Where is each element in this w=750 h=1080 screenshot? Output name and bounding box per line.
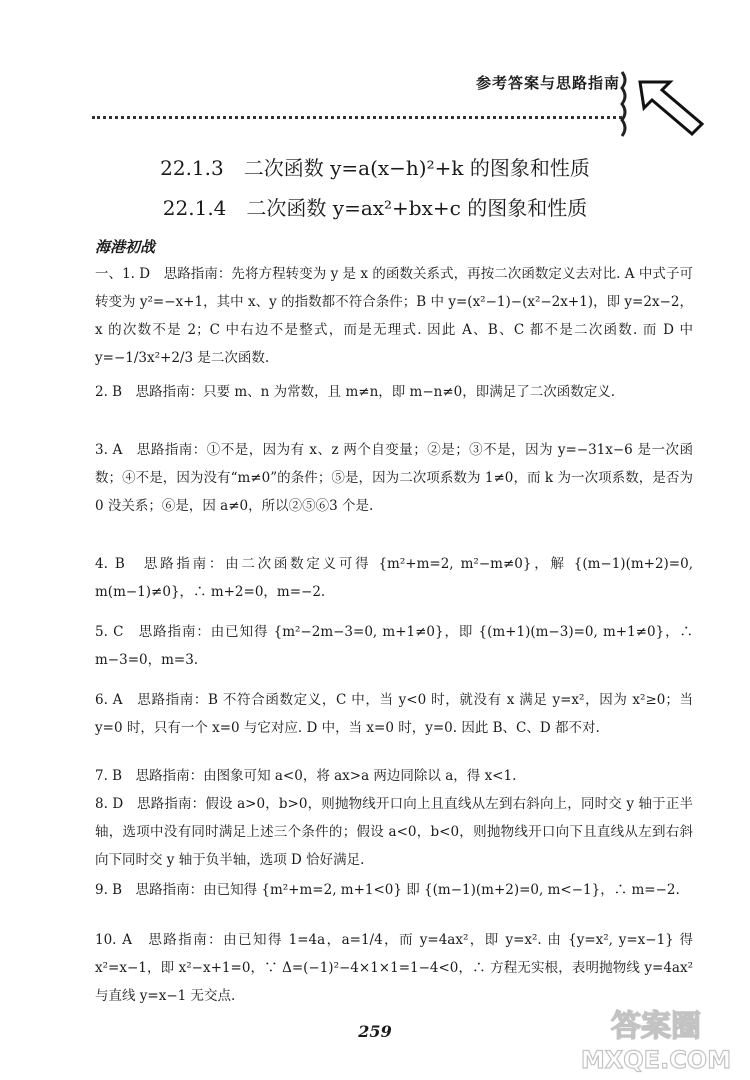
answer-item-8: 8. D 思路指南：假设 a>0，b>0，则抛物线开口向上且直线从左到右斜向上，同时交 y 轴于正半轴，选项中没有同时满足上述三个条件的；假设 a<0，b<0，则抛物线开口向下且直线从左到右斜向下同时交 y 轴于负半轴，选项 D 恰好满足. — [95, 796, 693, 868]
watermark-logo — [568, 1002, 744, 1076]
section-heading: 海港初战 — [95, 238, 156, 256]
answer-item-2: 2. B 思路指南：只要 m、n 为常数，且 m≠n，即 m−n≠0，即满足了二次函数定义. — [95, 384, 616, 400]
answer-item-9: 9. B 思路指南：由已知得 {m²+m=2, m+1<0} 即 {(m−1)(m+2)=0, m<−1}，∴ m=−2. — [95, 882, 680, 898]
answer-item-5: 5. C 思路指南：由已知得 {m²−2m−3=0, m+1≠0}，即 {(m+1)(m−3)=0, m+1≠0}，∴ m−3=0，m=3. — [95, 624, 693, 668]
watermark-line1: 答案圈 — [611, 1009, 701, 1044]
section-title-2: 22.1.4 二次函数 y=ax²+bx+c 的图象和性质 — [162, 196, 588, 220]
answer-item-6: 6. A 思路指南：B 不符合函数定义，C 中，当 y<0 时，就没有 x 满足 y=x²，因为 x²≥0；当 y=0 时，只有一个 x=0 与它对应. D 中，当 x=0 时，y=0. 因此 B、C、D 都不对. — [95, 692, 693, 736]
running-header-title: 参考答案与思路指南 — [475, 74, 620, 92]
watermark-line2: MXQE.COM — [580, 1046, 732, 1074]
header-dotted-rule — [92, 116, 622, 119]
page-number: 259 — [358, 1022, 392, 1041]
arrow-icon — [618, 68, 710, 138]
section-title-1: 22.1.3 二次函数 y=a(x−h)²+k 的图象和性质 — [160, 156, 590, 180]
answer-item-1: 一、1. D 思路指南：先将方程转变为 y 是 x 的函数关系式，再按二次函数定义去对比. A 中式子可转变为 y²=−x+1，其中 x、y 的指数都不符合条件；B 中 y=(x²−1)−(x²−2x+1)，即 y=2x−2，x 的次数不是 2；C 中右边不是整式，而是无理式. 因此 A、B、C 都不是二次函数. 而 D 中 y=−1/3x²+2/3 是二次函数. — [95, 266, 693, 366]
answer-item-7: 7. B 思路指南：由图象可知 a<0，将 ax>a 两边同除以 a，得 x<1. — [95, 768, 517, 784]
answer-item-3: 3. A 思路指南：①不是，因为有 x、z 两个自变量；②是；③不是，因为 y=−31x−6 是一次函数；④不是，因为没有“m≠0”的条件；⑤是，因为二次项系数为 1≠0，而 k 为一次项系数，是否为 0 没关系；⑥是，因 a≠0，所以②⑤⑥3 个是. — [95, 442, 693, 514]
answer-item-4: 4. B 思路指南：由二次函数定义可得 {m²+m=2, m²−m≠0}，解 {(m−1)(m+2)=0, m(m−1)≠0}，∴ m+2=0，m=−2. — [95, 556, 693, 600]
answer-item-10: 10. A 思路指南：由已知得 1=4a，a=1/4，而 y=4ax²，即 y=x². 由 {y=x², y=x−1} 得 x²=x−1，即 x²−x+1=0，∵ Δ=(−1)²−4×1×1=1−4<0，∴ 方程无实根，表明抛物线 y=4ax² 与直线 y=x−1 无交点. — [95, 932, 693, 1004]
